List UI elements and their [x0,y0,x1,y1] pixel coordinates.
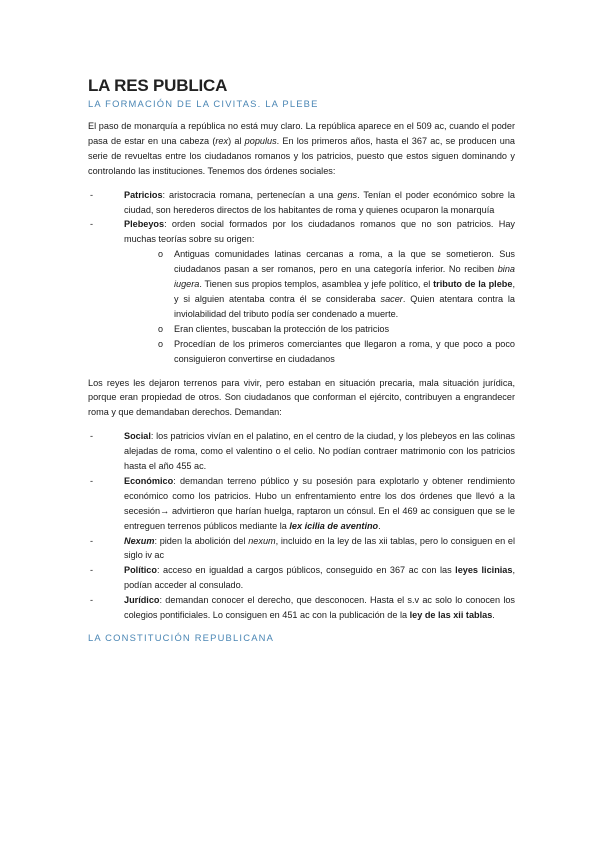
text-run-italic: bina iugera [174,264,515,290]
text-run: : los patricios vivían en el palatino, en el centro de la ciudad, y los plebeyos en las colinas alejadas de roma, como el valentino o el celio. No podían contraer matrimonio con los patricios hasta el año 455 ac. [124,431,515,472]
term-bold: Político [124,565,157,576]
list-item-plebeyos [88,217,515,366]
section-heading: LA CONSTITUCIÓN REPUBLICANA [88,632,275,643]
circle-bullet: o [158,249,164,260]
text-run: . [492,610,495,621]
text-run: , y si alguien atentaba contra él se consideraba [174,279,515,304]
term-bold: Jurídico [124,595,160,606]
text-run-italic: gens [337,189,358,200]
term-bold: Social [124,431,151,442]
circle-bullet: o [158,338,164,349]
text-run: : acceso en igualdad a cargos públicos, conseguido en 367 ac con las [156,565,456,576]
text-run: El paso de monarquía a república no está muy claro. La república aparece en el 509 ac, cuando el poder pasa de estar en una cabeza ( [88,121,515,146]
text-run: Eran clientes, buscaban la protección de los patricios [174,323,390,334]
paragraph-reyes: Los reyes les dejaron terrenos para vivir, pero estaban en situación precaria, mala situación jurídica, porque eran propiedad de otros. Son ciudadanos que conforman el ejército, contribuyen a engrandecer roma y que demandaban derechos. Demandan: [88,377,515,418]
text-run-italic: nexum [248,535,276,546]
dash-bullet: - [90,475,94,486]
list-item-politico [88,563,515,593]
text-run: : demandan conocer el derecho, que desconocen. Hasta el s.v ac solo lo conocen los colegios pontificiales. Lo consiguen en 451 ac con la publicación de la [124,595,515,621]
text-run: . [378,520,381,531]
term-bold: Económico [124,475,174,486]
text-run: . Tienen sus propios templos, asamblea y jefe político, el [199,279,434,290]
list-item-social [88,429,515,474]
dash-bullet: - [90,431,94,442]
text-run: , incluido en la ley de las xii tablas, pero lo consiguen en el siglo iv ac [124,535,515,561]
paragraph-intro [88,119,515,179]
term-bold: Plebeyos [124,219,165,230]
dash-bullet: - [90,219,94,230]
page-title: LA RES PUBLICA [88,76,228,95]
text-run: . En los primeros años, hasta el 367 ac, se producen una serie de revueltas entre los ciudadanos romanos y los patricios, puesto que estos siguen dominando y controlando las instituciones. Tenemos dos órdenes sociales: [88,135,515,176]
text-run-bold-italic: lex icilia de aventino [289,520,379,531]
text-run: : orden social formados por los ciudadanos romanos que no son patricios. Hay muchas teorías sobre su origen: [124,219,515,245]
text-run: . Quien atentara contra la inviolabilidad del tributo podía ser condenado a muerte. [174,293,515,319]
text-run-bold: ley de las xii tablas [409,610,493,621]
list-item-patricios [88,188,515,218]
sublist-item [158,322,515,337]
text-run: . Tenían el poder económico sobre la ciudad, son herederos directos de los habitantes de roma y quienes ocuparon la monarquía [124,189,515,215]
term-bold-italic: Nexum [124,535,155,546]
dash-bullet: - [90,565,94,576]
text-run: : demandan terreno público y su posesión para explotarlo y obtener rendimiento económico como los patricios. Hubo un enfrentamiento entre los dos órdenes que llevó a la secesión→ advirtieron que harían huelga, raptaron un cónsul. En el 469 ac consiguen que se le entreguen terrenos públicos mediante la [124,475,515,531]
text-run: Procedían de los primeros comerciantes que llegaron a roma, y que poco a poco consiguieron convertirse en ciudadanos [174,338,515,364]
section-heading: LA FORMACIÓN DE LA CIVITAS. LA PLEBE [88,98,319,109]
list-item-juridico [88,593,515,623]
text-run-bold: leyes licinias [455,565,513,576]
dash-bullet: - [90,535,94,546]
text-run: , podían acceder al consulado. [124,565,515,591]
dash-bullet: - [90,189,94,200]
text-run: : aristocracia romana, pertenecían a una [162,189,338,200]
origin-theories-list [124,247,515,366]
term-bold: Patricios [124,189,163,200]
dash-bullet: - [90,595,94,606]
text-run-italic: sacer [380,293,403,304]
text-run: Antiguas comunidades latinas cercanas a roma, a la que se sometieron. Sus ciudadanos pasan a ser romanos, pero en una categoría inferior. No reciben [174,249,515,275]
demands-list [88,429,515,623]
list-item-economico [88,474,515,534]
social-orders-list [88,188,515,367]
sublist-item [158,247,515,322]
circle-bullet: o [158,323,164,334]
text-run-italic: populus [244,135,277,146]
sublist-item [158,337,515,367]
text-run: ) al [228,135,245,146]
text-run-bold: tributo de la plebe [433,279,513,290]
text-run-italic: rex [215,135,229,146]
page-content [88,76,515,643]
list-item-nexum [88,534,515,564]
text-run: : piden la abolición del [154,535,249,546]
